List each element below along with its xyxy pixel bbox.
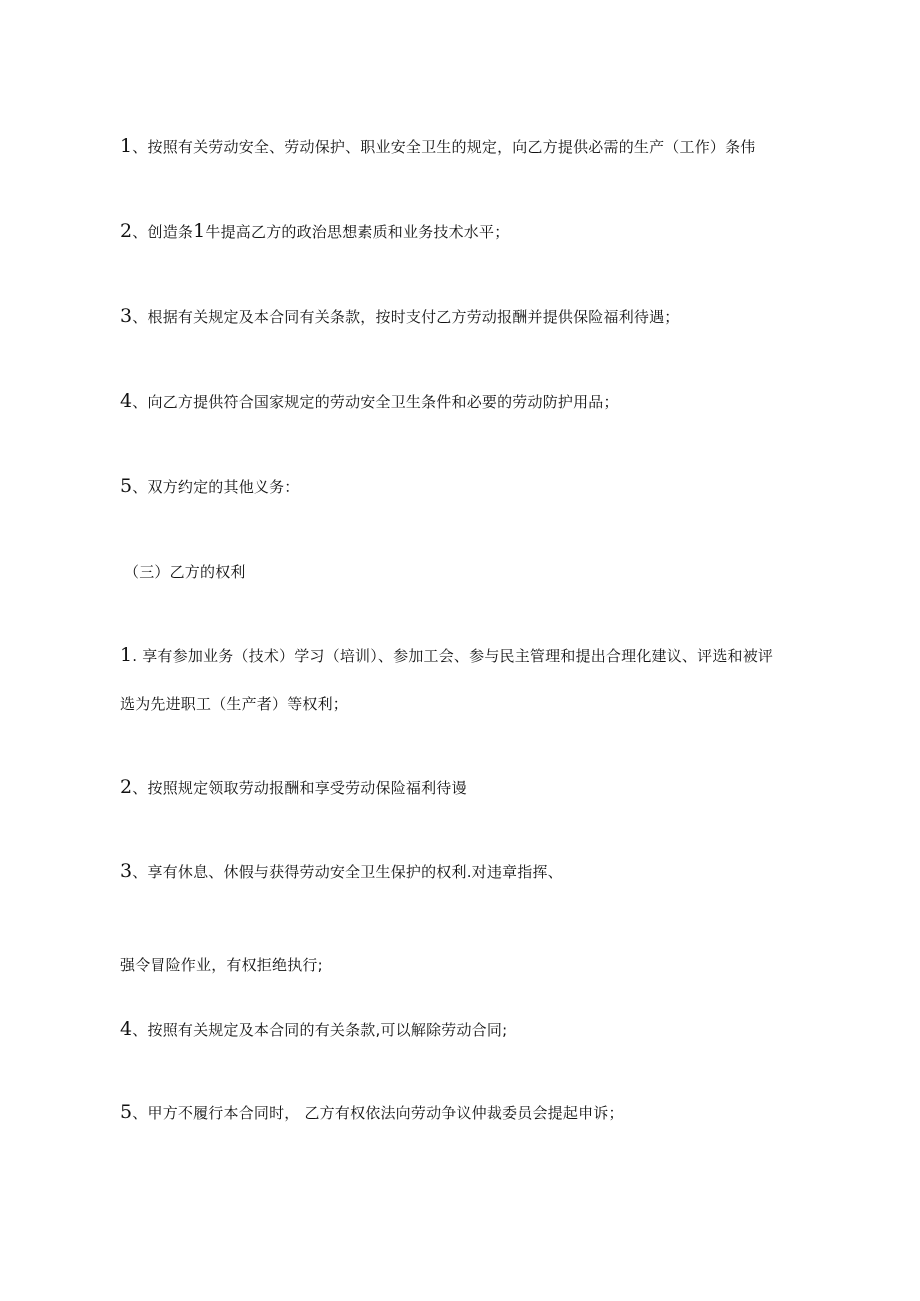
rights-item-5 — [120, 1102, 624, 1123]
item-text: 、根据有关规定及本合同有关条款，按时支付乙方劳动报酬并提供保险福利待遇； — [132, 308, 680, 326]
rights-item-1-continuation: 选为先进职工（生产者）等权利； — [120, 695, 349, 713]
item-text: 、双方约定的其他义务： — [132, 478, 300, 496]
item-number: 4 — [120, 390, 133, 412]
item-number: 3 — [120, 305, 133, 327]
item-text: 、甲方不履行本合同时， 乙方有权依法向劳动争议仲裁委员会提起申诉； — [132, 1104, 624, 1122]
rights-item-2 — [120, 777, 467, 798]
item-number: 2 — [120, 220, 133, 242]
item-number: 3 — [120, 860, 133, 882]
obligation-item-3 — [120, 306, 680, 327]
item-text: . 享有参加业务（技术）学习（培训）、参加工会、参与民主管理和提出合理化建议、评选和被评 — [132, 647, 774, 665]
item-number: 5 — [120, 1101, 133, 1123]
item-number: 1 — [120, 135, 133, 157]
item-text: 、按照规定领取劳动报酬和享受劳动保险福利待谩 — [132, 779, 467, 797]
item-text: 、按照有关规定及本合同的有关条款,可以解除劳动合同; — [132, 1021, 508, 1039]
item-number: 4 — [120, 1018, 133, 1040]
rights-item-3 — [120, 861, 563, 882]
item-text: 、向乙方提供符合国家规定的劳动安全卫生条件和必要的劳动防护用品； — [132, 393, 619, 411]
item-number: 5 — [120, 475, 133, 497]
item-text: 、创造条 — [132, 223, 194, 241]
rights-item-1 — [120, 645, 773, 666]
rights-item-3-continuation: 强令冒险作业，有权拒绝执行; — [120, 956, 323, 974]
item-text: 、按照有关劳动安全、劳动保护、职业安全卫生的规定，向乙方提供必需的生产（工作）条伟 — [132, 138, 756, 156]
item-text: 、享有休息、休假与获得劳动安全卫生保护的权利.对违章指挥、 — [132, 863, 563, 881]
obligation-item-4 — [120, 391, 619, 412]
item-number: 1 — [120, 644, 133, 666]
item-inline-number: 1 — [193, 220, 206, 242]
item-text-continued: 牛提高乙方的政治思想素质和业务技术水平； — [205, 223, 510, 241]
obligation-item-1 — [120, 136, 756, 157]
rights-item-4 — [120, 1019, 507, 1040]
obligation-item-2 — [120, 221, 509, 242]
obligation-item-5 — [120, 476, 300, 497]
item-number: 2 — [120, 776, 133, 798]
section-heading: （三）乙方的权利 — [124, 563, 246, 581]
